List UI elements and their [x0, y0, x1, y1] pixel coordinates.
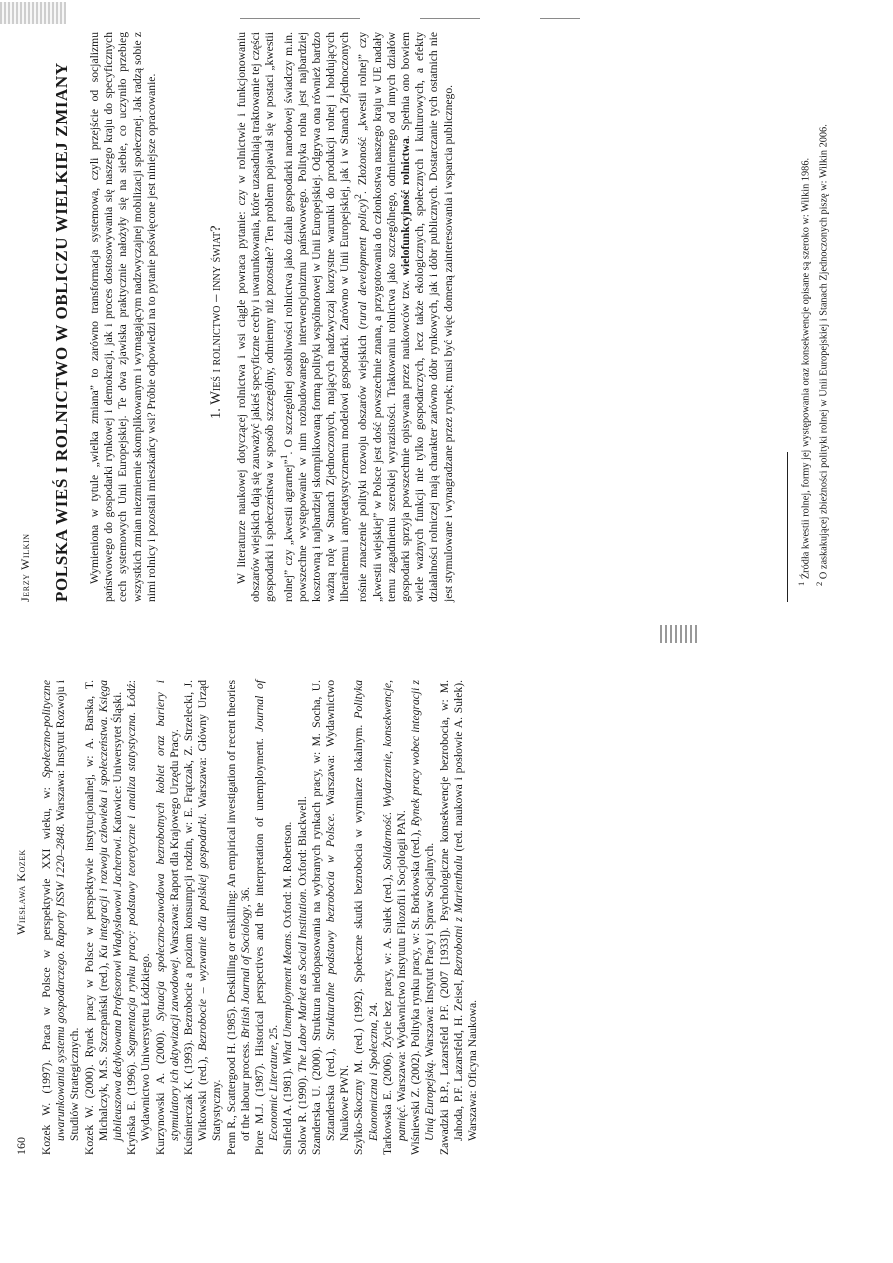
reference-entry	[352, 680, 380, 1155]
text-run: Rynek pracy wobec integracji z Unią Europejską	[409, 679, 437, 1141]
reference-entry	[253, 680, 281, 1155]
text-run: Bezrobocie – wyzwanie dla polskiej gospodarki	[196, 816, 210, 1051]
reference-entry	[281, 680, 295, 1155]
reference-entry	[125, 680, 153, 1155]
text-run: Szylko-Skoczny M. (red.) (1992). Społeczne skutki bezrobocia w wymiarze lokalnym.	[352, 718, 366, 1155]
text-run: Penn R., Scattergood H. (1985). Deskilling or enskilling: An empirical investigation of recent theories of the labour process.	[224, 680, 252, 1155]
text-run: Tarkowska E. (2006). Życie bez pracy, w: A. Sułek (red.),	[380, 870, 394, 1155]
text-run: W literaturze naukowej dotyczącej rolnictwa i wsi ciągle powraca pytanie: czy w rolnictwie i funkcjonowaniu obszarów wiejskich dają się zauważyć jakieś specyficzne cechy i uwarunkowania, które uzasadniają traktowanie tej części gospodarki i społeczeństwa w sposób szczególny, odmienny niż pozostałe? Ten problem pojawiał się w postaci „kwestii rolnej” czy „kwestii agrarnej”	[235, 32, 295, 602]
text-run: . Warszawa: Instytut Pracy i Spraw Socjalnych.	[423, 842, 437, 1063]
footnote-entry	[795, 32, 813, 602]
reference-entry	[438, 680, 481, 1155]
reference-entry	[40, 680, 83, 1155]
text-run: Piore M.J. (1987). Historical perspectives and the interpretation of unemployment.	[253, 731, 267, 1155]
footnote-entry	[813, 32, 831, 602]
bibliography	[40, 680, 480, 1155]
article-title: POLSKA WIEŚ I ROLNICTWO W OBLICZU WIELKIEJ ZMIANY	[52, 62, 71, 602]
text-run: , 25.	[267, 1024, 281, 1046]
footnote-rule	[787, 452, 788, 602]
text-run: O zaskakującej zbieżności polityki rolnej w Unii Europejskiej i Stanach Zjednoczonych piszę w: Wilkin 2006.	[818, 124, 830, 582]
text-run: Journal of Economic Literature	[253, 680, 281, 1141]
footnote-marker: 1	[796, 581, 806, 586]
text-run: Bezrobotni z Marienthalu	[451, 855, 465, 976]
text-run: Społeczno-polityczne uwarunkowania systemu gospodarczego. Raporty ISSW 1220–2848	[40, 680, 68, 1141]
reference-entry	[225, 680, 253, 1155]
text-run: wielofunkcyjność rolnictwa	[398, 138, 412, 276]
text-run: Sytuacja społeczno-zawodowa bezrobotnych kobiet oraz bariery i stymulatory ich aktywizacji zawodowej	[153, 680, 181, 1141]
text-run: , 24.	[366, 1002, 380, 1023]
footnote-marker: 2	[813, 581, 824, 586]
reference-entry	[310, 680, 353, 1155]
reference-entry	[409, 680, 437, 1155]
text-run: What Unemployment Means	[281, 933, 295, 1066]
footnote-marker: 1	[278, 454, 290, 460]
text-run: . Oxford: Blackwell.	[295, 796, 309, 892]
footnotes	[795, 32, 831, 602]
text-run: Kozek W. (1997). Praca w Polsce w perspektywie XXI wieku, w:	[40, 777, 53, 1155]
text-run: . Warszawa: Raport dla Krajowego Urzędu Pracy.	[167, 729, 181, 960]
text-run: . Katowice: Uniwersytet Śląski.	[111, 691, 125, 839]
text-run: Solow R. (1990).	[295, 1072, 309, 1155]
footnote-marker: 2	[353, 193, 365, 199]
text-run: Kurzynowski A. (2000).	[153, 1021, 167, 1155]
text-run: Kuśmierczak K. (1993). Bezrobocie a poziom konsumpcji rodzin, w: E. Frątczak, Z. Strzelecki, J. Witkowski (red.),	[182, 680, 210, 1155]
left-page	[0, 648, 893, 1263]
text-run: . Spełnia ono bowiem wiele ważnych funkcji nie tylko gospodarczych, lecz także ekologicznych, społecznych i kulturowych, a efekty działalności rolniczej mają charakter zarówno dóbr rynkowych, jak i dóbr publicznych. Dostarczanie tych ostatnich nie jest stymulowane i wynagradzane przez rynek; musi być więc domeną zainteresowania i wsparcia publicznego.	[398, 32, 455, 602]
section-heading: 1. Wieś i rolnictwo – inny świat?	[208, 225, 224, 419]
reference-entry	[381, 680, 409, 1155]
text-run: . Warszawa: Instytut Rozwoju i Studiów Strategicznych.	[54, 680, 82, 1141]
text-run: Kryńska E. (1996).	[125, 1056, 139, 1155]
text-run: Zawadzki B.P., Lazarsfeld P.F. (2007 [1933]). Psychologiczne konsekwencje bezrobocia, w: M. Jahoda, P.F. Lazarsfeld, H. Zeisel,	[437, 680, 465, 1155]
text-run: The Labor Market as Social Institution	[295, 891, 309, 1073]
text-run: rural development policy	[356, 202, 370, 326]
reference-entry	[154, 680, 182, 1155]
text-run: Wiśniewski Z. (2002). Polityka rynku pracy, w: St. Borkowska (red.),	[409, 826, 423, 1155]
text-run: . Oxford: M. Robertson.	[281, 821, 295, 934]
intro-paragraph	[88, 32, 159, 602]
text-run: . Łódź: Wydawnictwo Uniwersytetu Łódzkiego.	[125, 679, 153, 1141]
text-run: . Warszawa: Główny Urząd Statystyczny.	[196, 680, 224, 1141]
text-run: . Warszawa: Wydawnictwo Instytutu Filozofii i Socjologii PAN.	[395, 810, 409, 1108]
text-run: British Journal of Sociology	[238, 907, 252, 1039]
text-run: Solidarność. Wydarzenie, konsekwencje, pamięć	[380, 680, 409, 1141]
reference-entry	[182, 680, 225, 1155]
text-run: Kozek W. (2000). Rynek pracy w Polsce w perspektywie instytucjonalnej, w: A. Barska, T. Michalczyk, M.S. Szczepański (red.),	[82, 680, 110, 1155]
article-author: Jerzy Wilkin	[18, 533, 32, 602]
running-head-author: Wiesława Kozek	[14, 849, 28, 935]
binding-shadow	[660, 625, 700, 643]
text-run: Polityka Ekonomiczna i Społeczna	[352, 680, 380, 1141]
reference-entry	[83, 680, 126, 1155]
text-run: . Złożoność „kwestii rolnej” czy „kwestii wiejskiej” w Polsce jest dość powszechnie znana, a przygotowania do członkostwa naszego kraju w UE nadały temu zagadnieniu szerokiej wyrazistości. Traktowaniu rolnictwa jako szczególnego, odmiennego od innych działów gospodarki sprzyja powszechnie opisywana przez naukowców tzw.	[356, 32, 412, 602]
text-run: Segmentacja rynku pracy: podstawy teoretyczne i analiza statystyczna	[125, 715, 139, 1057]
text-run: Szanderska U. (2000). Struktura niedopasowania na wybranych rynkach pracy, w: M. Socha, U. Sztanderska (red.),	[309, 680, 338, 1155]
text-run: Źródła kwestii rolnej, formy jej występowania oraz konsekwencje opisane są szeroko w: Wilkin 1986.	[800, 157, 812, 582]
text-run: . Warszawa: Wydawnictwo Naukowe PWN.	[324, 680, 352, 1141]
text-run: Ku integracji i rozwoju człowieka i społeczeństwa. Księga jubileuszowa dedykowana Profesorowi Władysławowi Jacherowi	[96, 680, 125, 1141]
reference-entry	[296, 680, 310, 1155]
text-run: Strukturalne podstawy bezrobocia w Polsce	[324, 816, 338, 1041]
page-number: 160	[14, 1137, 28, 1155]
text-run: )	[356, 198, 370, 203]
text-run: Sinfield A. (1981).	[281, 1065, 295, 1155]
text-run: . O szczególnej osobliwości rolnictwa jako działu gospodarki narodowej świadczy m.in. powszechne występowanie w nim rozbudowanego interwencjonizmu państwowego. Polityka rolna jest najbardziej kosztowną i najbardziej skomplikowaną formą polityki wspólnotowej w Unii Europejskiej. Odgrywa ona również bardzo ważną rolę w Stanach Zjednoczonych, mających nadzwyczaj korzystne warunki do produkcji rolnej i hołdujących liberalnemu i antyetatystycznemu modelowi gospodarki. Zarówno w Unii Europejskiej, jak i w Stanach Zjednoczonych rośnie znaczenie polityki rozwoju obszarów wiejskich (	[281, 32, 370, 602]
text-run: (red. naukowa i posłowie A. Sułek). Warszawa: Oficyna Naukowa.	[451, 680, 480, 1141]
text-run: , 36.	[238, 886, 252, 908]
right-page	[0, 0, 893, 615]
body-paragraph	[235, 32, 456, 602]
text-run: Wymieniona w tytule „wielka zmiana” to zarówno transformacja systemowa, czyli przejście od socjalizmu państwowego do gospodarki rynkowej i demokracji, jak i proces dostosowywania się naszego kraju do specyficznych cech systemowych Unii Europejskiej. Te dwa zjawiska praktycznie nałożyły się na siebie, co uczyniło przebieg wszystkich zmian niezmiernie skomplikowanym i wymagającym nadzwyczajnej mobilizacji społecznej. Jak radzą sobie z nimi rolnicy i pozostali mieszkańcy wsi? Próbie odpowiedzi na to pytanie poświęcone jest niniejsze opracowanie.	[88, 32, 158, 602]
